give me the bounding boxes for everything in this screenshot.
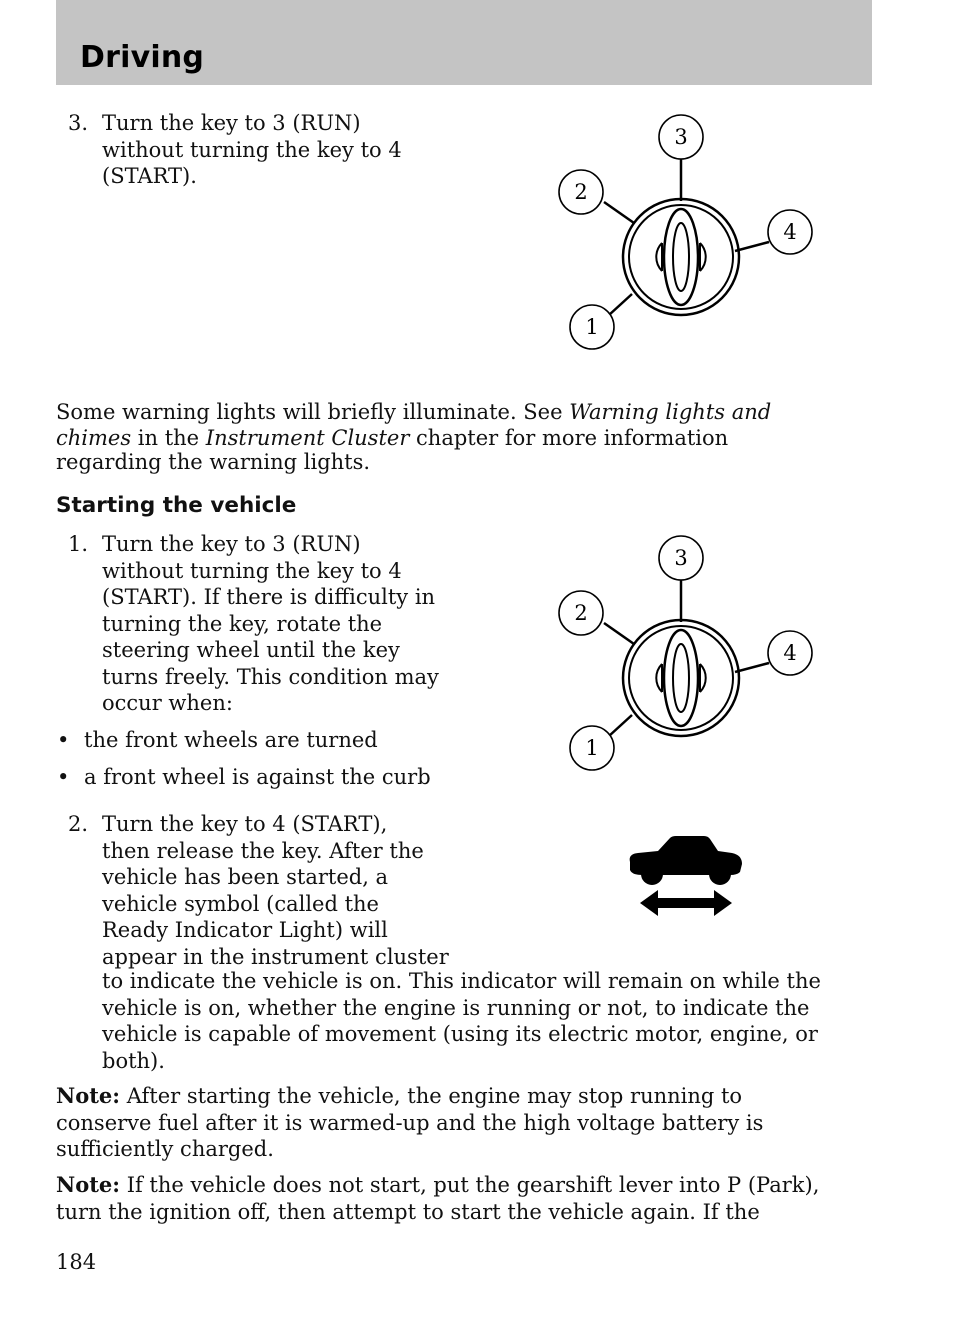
warning-lights-reference: Warning lights and: [569, 400, 772, 424]
warning-paragraph-line-1: [56, 399, 771, 426]
instrument-cluster-reference: Instrument Cluster: [205, 426, 410, 450]
step-3-line-1: Turn the key to 3 (RUN): [102, 111, 361, 135]
bullet-marker: •: [57, 728, 70, 752]
note-1-line-2: conserve fuel after it is warmed-up and the high voltage battery is: [56, 1110, 764, 1135]
bullet-item-2: a front wheel is against the curb: [84, 765, 431, 789]
page-number: 184: [56, 1250, 97, 1274]
note-label: Note:: [56, 1083, 121, 1108]
key-position-1-label: 1: [585, 315, 599, 339]
key-position-4-label: 4: [783, 220, 797, 244]
step-2-line-6: appear in the instrument cluster: [102, 944, 449, 969]
key-position-4-label: 4: [783, 641, 797, 665]
ignition-switch-diagram-top: [540, 105, 830, 365]
note-2-text: If the vehicle does not start, put the gearshift lever into P (Park),: [120, 1173, 820, 1197]
key-position-3-label: 3: [674, 546, 688, 570]
step-2-line-8: vehicle is on, whether the engine is running or not, to indicate the: [102, 995, 810, 1020]
bullet-item-1: the front wheels are turned: [84, 728, 378, 752]
step-2-line-10: both).: [102, 1048, 165, 1073]
step-1-line-7: occur when:: [102, 691, 233, 715]
step-3-line-3: (START).: [102, 164, 197, 188]
note-2-line-2: turn the ignition off, then attempt to start the vehicle again. If the: [56, 1199, 760, 1224]
step-1-line-1: Turn the key to 3 (RUN): [102, 532, 361, 556]
step-2-line-3: vehicle has been started, a: [102, 865, 389, 889]
warning-text-chapter: chapter for more information: [409, 426, 729, 450]
note-label: Note:: [56, 1172, 121, 1197]
warning-paragraph-line-2: [56, 425, 728, 452]
step-2-number: 2.: [68, 812, 89, 836]
key-position-1-label: 1: [585, 736, 599, 760]
step-2-line-4: vehicle symbol (called the: [102, 891, 379, 916]
step-3-line-2: without turning the key to 4: [102, 137, 402, 162]
step-2-line-7: to indicate the vehicle is on. This indicator will remain on while the: [102, 969, 821, 993]
step-1-line-5: steering wheel until the key: [102, 638, 400, 662]
key-position-2-label: 2: [574, 601, 588, 625]
step-2-line-2: then release the key. After the: [102, 838, 424, 863]
step-1-line-6: turns freely. This condition may: [102, 664, 439, 689]
bullet-marker: •: [57, 765, 70, 789]
note-1-line-3: sufficiently charged.: [56, 1137, 274, 1161]
step-2-line-9: vehicle is capable of movement (using its electric motor, engine, or: [102, 1022, 818, 1046]
section-heading-starting: Starting the vehicle: [56, 493, 297, 518]
ready-indicator-vehicle-icon: [622, 834, 748, 920]
step-3-number: 3.: [68, 111, 89, 135]
step-2-line-5: Ready Indicator Light) will: [102, 918, 388, 942]
ignition-switch-diagram-bottom: [540, 526, 830, 786]
step-1-number: 1.: [68, 532, 89, 556]
note-1-line-1: [56, 1083, 742, 1110]
warning-paragraph-line-3: regarding the warning lights.: [56, 450, 371, 474]
note-1-text: After starting the vehicle, the engine may stop running to: [120, 1084, 743, 1108]
key-position-3-label: 3: [674, 125, 688, 149]
step-1-line-4: turning the key, rotate the: [102, 611, 383, 636]
chapter-header: [56, 0, 872, 85]
step-2-line-1: Turn the key to 4 (START),: [102, 812, 388, 836]
chapter-title: Driving: [80, 40, 205, 75]
warning-text-in: in the: [131, 426, 206, 450]
chimes-reference: chimes: [56, 426, 132, 450]
warning-text: Some warning lights will briefly illuminate. See: [56, 400, 570, 424]
step-1-line-3: (START). If there is difficulty in: [102, 585, 436, 609]
step-1-line-2: without turning the key to 4: [102, 558, 402, 583]
key-position-2-label: 2: [574, 180, 588, 204]
note-2-line-1: [56, 1172, 819, 1199]
